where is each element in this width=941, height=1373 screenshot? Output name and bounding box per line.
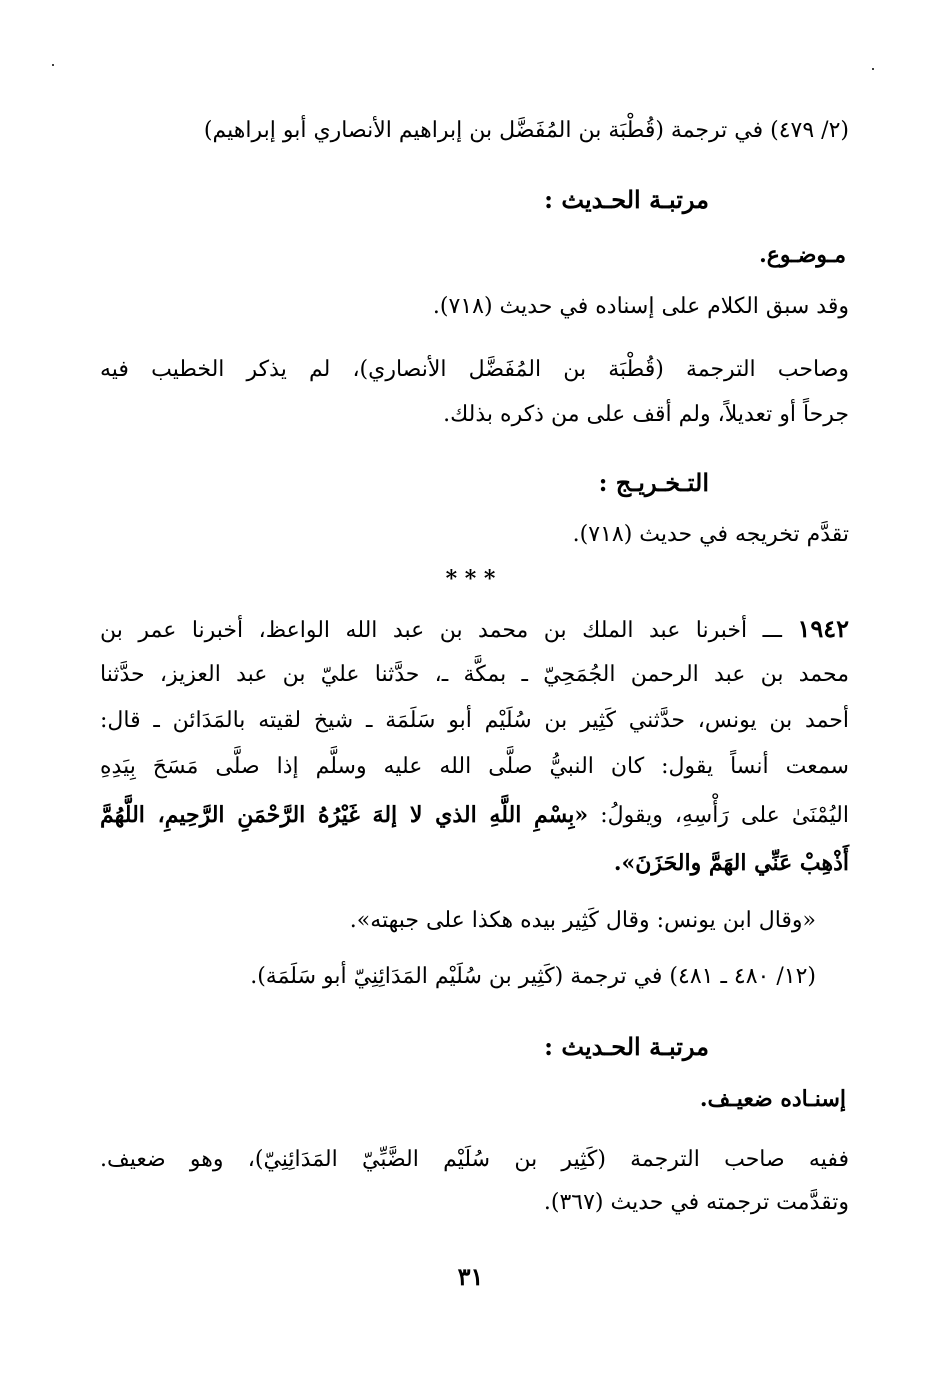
paragraph-2-line-1: ففيه صاحب الترجمة (كَثِير بن سُلَيْم الضَّبِّيّ المَدَائِنِيّ)، وهو ضعيف. xyxy=(100,1147,849,1172)
reference-line-2: (١٢/ ٤٨٠ ـ ٤٨١) في ترجمة (كَثِير بن سُلَيْم المَدَائِنِيّ أبو سَلَمَة). xyxy=(250,964,816,989)
scan-speck xyxy=(872,68,874,70)
takhrij-text: تقدَّم تخريجه في حديث (٧١٨). xyxy=(572,522,849,547)
hadith-number: ١٩٤٢ xyxy=(797,614,850,643)
paragraph-1-line-2: جرحاً أو تعديلاً، ولم أقف على من ذكره بذلك. xyxy=(443,402,849,427)
section-heading-rank-2: مرتبـة الحـديث : xyxy=(544,1032,709,1061)
hadith-line-4: سمعت أنساً يقول: كان النبيُّ صلَّى الله عليه وسلَّم إذا صلَّى مَسَحَ بِيَدِهِ xyxy=(100,754,849,779)
hadith-line-3: أحمد بن يونس، حدَّثني كَثِير بن سُلَيْم أبو سَلَمَة ـ شيخ لقيته بالمَدَائن ـ قال: xyxy=(100,708,849,733)
section-heading-rank-1: مرتبـة الحـديث : xyxy=(544,185,709,214)
reference-line-1: (٢/ ٤٧٩) في ترجمة (قُطْبَة بن المُفَضَّل بن إبراهيم الأنصاري أبو إبراهيم) xyxy=(203,118,849,143)
page-number: ٣١ xyxy=(457,1262,484,1291)
quote-ibn-yunus: «وقال ابن يونس: وقال كَثِير بيده هكذا على جبهته». xyxy=(349,908,816,933)
hadith-grade-1: مـوضـوع. xyxy=(759,242,846,268)
scan-speck xyxy=(52,64,54,66)
hadith-line-5-intro: اليُمْنَىٰ على رَأْسِهِ، ويقولُ: xyxy=(588,803,849,828)
dua-text: «بِسْمِ اللَّهِ الذي لا إلهَ غَيْرُهُ الرَّحْمَنِ الرَّحِيمِ، اللَّهُمَّ xyxy=(100,802,589,828)
hadith-line-1-text: ـــ أخبرنا عبد الملك بن محمد بن عبد الله الواعظ، أخبرنا عمر بن xyxy=(100,618,782,643)
note-line-1: وقد سبق الكلام على إسناده في حديث (٧١٨). xyxy=(432,294,849,319)
section-heading-takhrij: التـخـريـج : xyxy=(598,468,709,497)
paragraph-1-line-1: وصاحب الترجمة (قُطْبَة بن المُفَضَّل الأنصاري)، لم يذكر الخطيب فيه xyxy=(100,357,849,382)
hadith-line-1 xyxy=(100,614,849,646)
hadith-line-6: أَذْهِبْ عَنِّي الهَمَّ والحَزَنَ». xyxy=(613,850,849,876)
hadith-line-5 xyxy=(100,800,849,831)
paragraph-2-line-2: وتقدَّمت ترجمته في حديث (٣٦٧). xyxy=(543,1190,849,1215)
hadith-line-2: محمد بن عبد الرحمن الجُمَحِيّ ـ بمكَّة ـ، حدَّثنا عليّ بن عبد العزيز، حدَّثنا xyxy=(100,662,849,687)
hadith-grade-2: إسنـاده ضعيـف. xyxy=(699,1086,846,1112)
separator-stars: * * * xyxy=(445,566,496,592)
